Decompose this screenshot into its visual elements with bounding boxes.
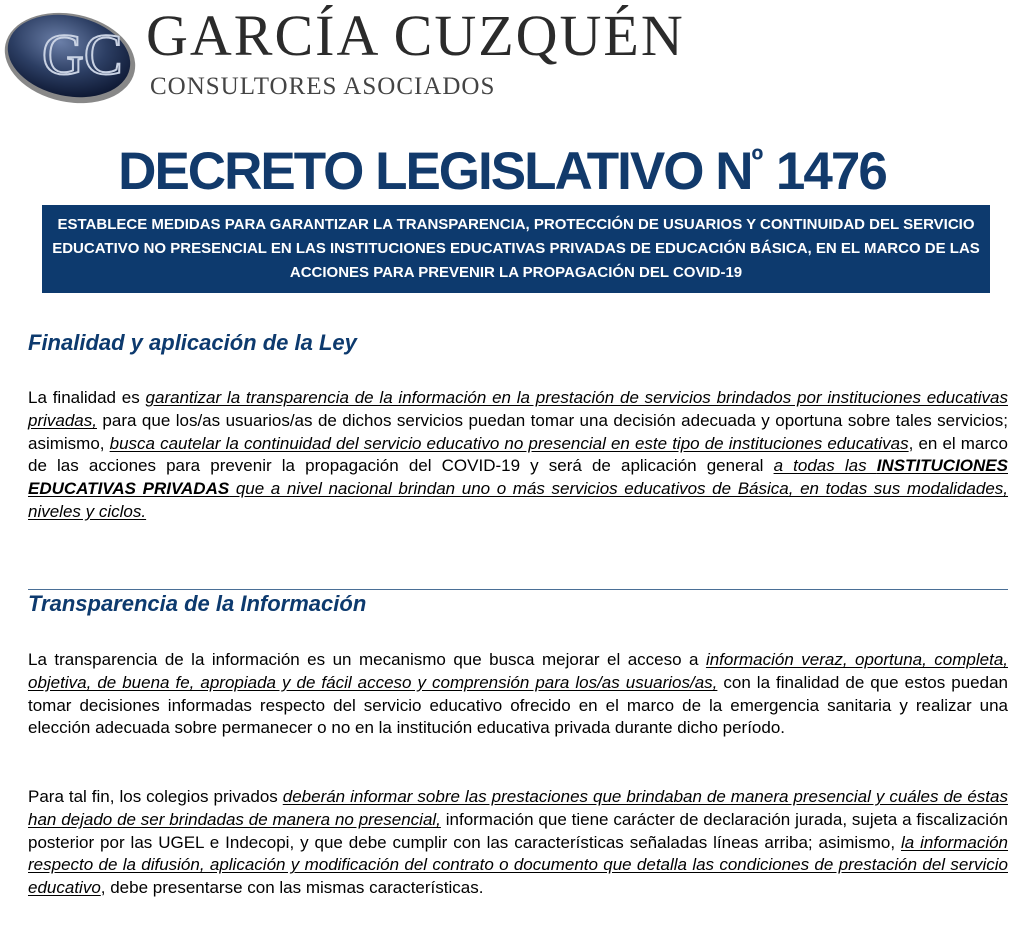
document-header [0,0,1024,112]
gc-logo-icon [2,6,138,106]
title-main: DECRETO LEGISLATIVO N [118,142,752,201]
subtitle-banner: ESTABLECE MEDIDAS PARA GARANTIZAR LA TRANSPARENCIA, PROTECCIÓN DE USUARIOS Y CONTINUIDAD DEL SERVICIO EDUCATIVO NO PRESENCIAL EN LAS INSTITUCIONES EDUCATIVAS PRIVADAS DE EDUCACIÓN BÁSICA, EN EL MARCO DE LAS ACCIONES PARA PREVENIR LA PROPAGACIÓN DEL COVID-19 [42,205,990,293]
section-title-transparencia: Transparencia de la Información [28,591,367,616]
title-number: 1476 [763,142,886,201]
logo-letters: GC [42,22,123,87]
document-title [0,128,1004,204]
paragraph-transparencia-2: Para tal fin, los colegios privados deberán informar sobre las prestaciones que brindaban de manera presencial y cuáles de éstas han dejado de ser brindadas de manera no presencial, información que tiene carácter de declaración jurada, sujeta a fiscalización posterior por las UGEL e Indecopi, y que debe cumplir con las características señaladas líneas arriba; asimismo, la información respecto de la difusión, aplicación y modificación del contrato o documento que detalla las condiciones de prestación del servicio educativo, debe presentarse con las mismas características. [28,787,1009,898]
company-name: GARCÍA CUZQUÉN [146,3,685,68]
paragraph-finalidad: La finalidad es garantizar la transparencia de la información en la prestación de servicios brindados por instituciones educativas privadas, para que los/as usuarios/as de dichos servicios puedan tomar una decisión adecuada y oportuna sobre tales servicios; asimismo, busca cautelar la continuidad del servicio educativo no presencial en este tipo de instituciones educativas, en el marco de las acciones para prevenir la propagación del COVID-19 y será de aplicación general a todas las INSTITUCIONES EDUCATIVAS PRIVADAS que a nivel nacional brindan uno o más servicios educativos de Básica, en todas sus modalidades, niveles y ciclos. [28,388,1009,521]
paragraph-transparencia-1: La transparencia de la información es un mecanismo que busca mejorar el acceso a información veraz, oportuna, completa, objetiva, de buena fe, apropiada y de fácil acceso y comprensión para los/as usuarios/as, con la finalidad de que estos puedan tomar decisiones informadas respecto del servicio educativo ofrecido en el marco de la emergencia sanitaria y realizar una elección adecuada sobre permanecer o no en la institución educativa privada durante dicho período. [28,650,1008,738]
section-title-finalidad: Finalidad y aplicación de la Ley [28,330,357,355]
company-subtitle: CONSULTORES ASOCIADOS [150,73,496,100]
title-ordinal: º [751,142,764,178]
